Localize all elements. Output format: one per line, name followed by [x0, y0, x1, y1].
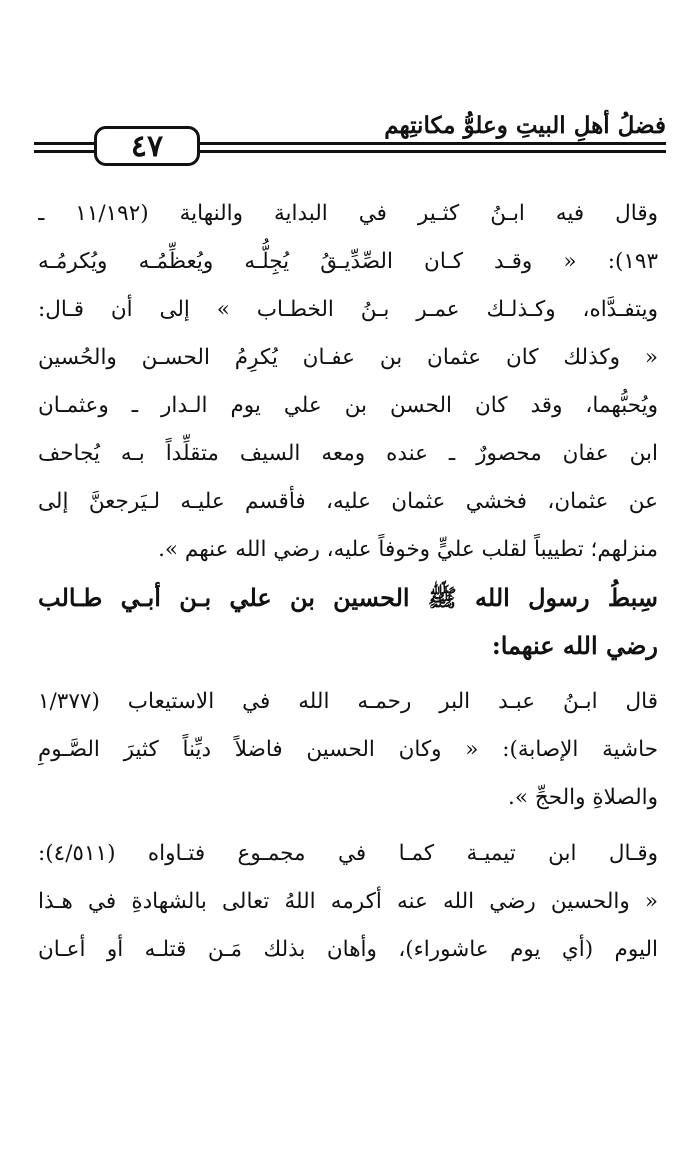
- page-body: [38, 190, 658, 974]
- page-number: ٤٧: [130, 128, 164, 164]
- text-line: وقال فيه ابـنُ كثـير في البداية والنهاية (١١/١٩٢ ـ: [38, 201, 658, 226]
- running-title: فضلُ أهلِ البيتِ وعلوُّ مكانتِهم: [384, 112, 666, 139]
- section-heading: [38, 574, 658, 670]
- text-line: قال ابـنُ عبـد البر رحمـه الله في الاستيعاب (١/٣٧٧: [38, 689, 658, 714]
- text-line: منزلهم؛ تطييباً لقلب عليٍّ وخوفاً عليه، رضي الله عنهم ».: [158, 537, 658, 562]
- text-line: وقـال ابن تيميـة كمـا في مجمـوع فتـاواه (٤/٥١١):: [38, 841, 658, 866]
- heading-line: رضي الله عنهما:: [491, 631, 658, 660]
- header-rule-bottom-right: [198, 150, 666, 153]
- heading-line: سِبطُ رسول الله ﷺ الحسين بن علي بـن أبـي طـالب: [38, 583, 658, 612]
- text-line: ويتفـدَّاه، وكـذلـك عمـر بـنُ الخطـاب » إلى أن قـال:: [38, 297, 658, 322]
- header-rule-top-right: [198, 142, 666, 145]
- page-number-box: [94, 126, 200, 166]
- text-line: عن عثمان، فخشي عثمان عليه، فأقسم عليـه لـيَرجعنَّ إلى: [38, 489, 658, 514]
- text-line: ١٩٣): « وقـد كـان الصِّدِّيـقُ يُجِلُّـه ويُعظِّمُـه ويُكرمُـه: [38, 249, 658, 274]
- header-rule-bottom-left: [34, 150, 96, 153]
- text-line: ويُحبُّهما، وقد كان الحسن بن علي يوم الـدار ـ وعثمـان: [38, 393, 658, 418]
- header-rule-top-left: [34, 142, 96, 145]
- text-line: ابن عفان محصورٌ ـ عنده ومعه السيف متقلِّداً بـه يُجاحف: [38, 441, 658, 466]
- paragraph-ibn-taymiyyah: [38, 830, 658, 974]
- text-line: اليوم (أي يوم عاشوراء)، وأهان بذلك مَـن قتلـه أو أعـان: [38, 937, 658, 962]
- text-line: حاشية الإصابة): « وكان الحسين فاضلاً ديِّناً كثيرَ الصَّـومِ: [38, 737, 658, 762]
- text-line: والصلاةِ والحجِّ ».: [508, 785, 658, 810]
- spacer: [38, 822, 658, 830]
- text-line: « وكذلك كان عثمان بن عفـان يُكرِمُ الحسـن والحُسين: [38, 345, 658, 370]
- text-line: « والحسين رضي الله عنه أكرمه اللهُ تعالى بالشهادةِ في هـذا: [38, 889, 658, 914]
- paragraph-ibn-abd-al-barr: [38, 678, 658, 822]
- paragraph-ibn-kathir: [38, 190, 658, 574]
- page-header: [34, 108, 666, 174]
- spacer: [38, 670, 658, 678]
